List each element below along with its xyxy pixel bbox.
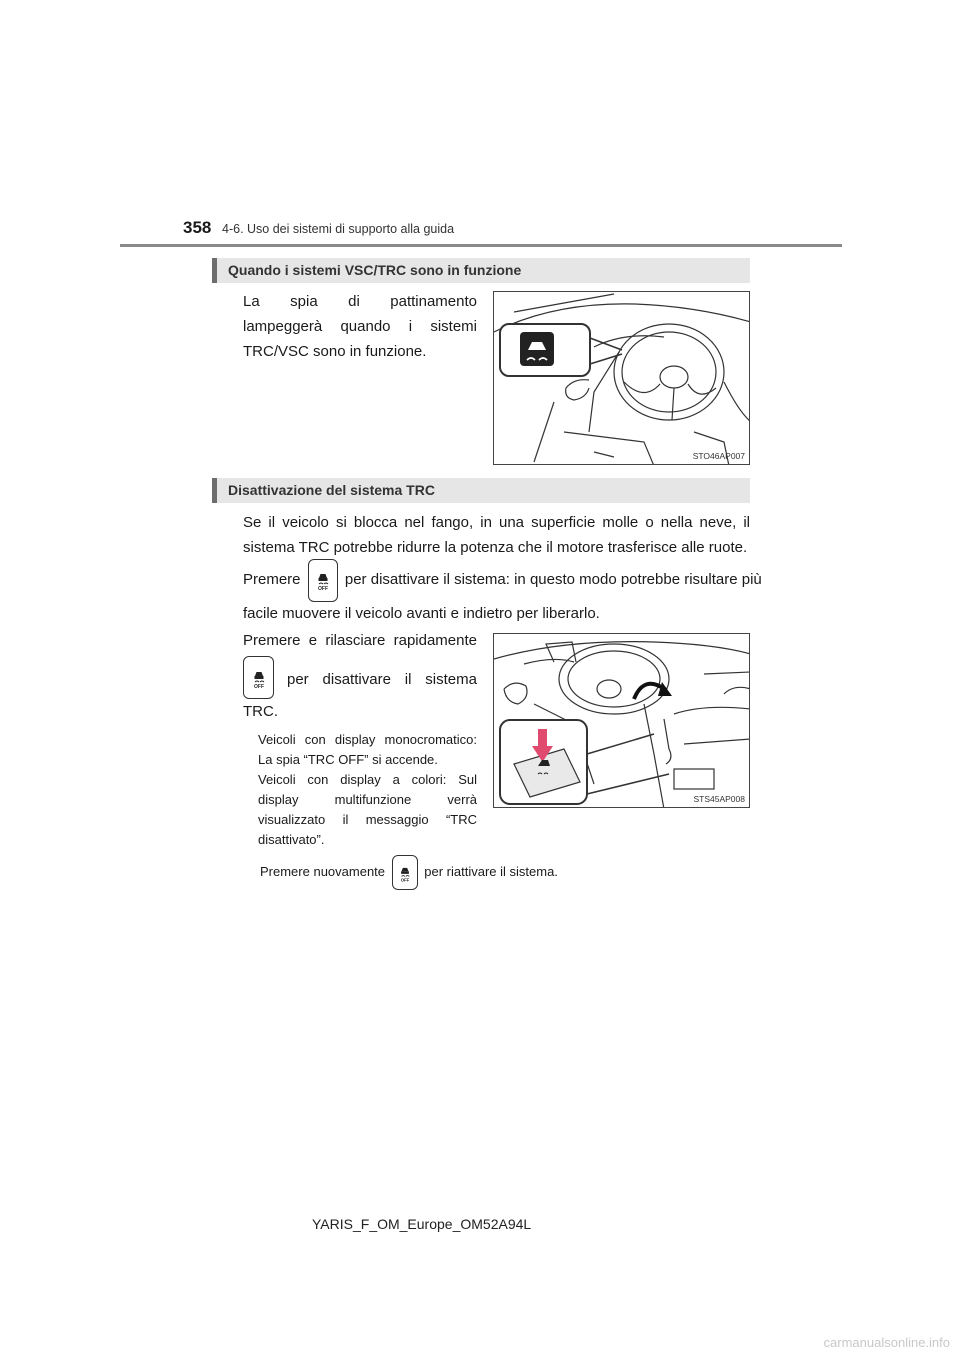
section-heading-trc-off [212,478,750,503]
section-heading-vsc-trc [212,258,750,283]
dashboard-drawing [494,292,750,465]
svg-text:OFF: OFF [253,683,264,689]
header-divider [120,244,842,247]
trc-off-button-icon-small [392,855,418,890]
note-mono-display: Veicoli con display monocromatico: La spia “TRC OFF” si accende. [258,732,477,767]
premere-end: facile muovere il veicolo avanti e indietro per liberarlo. [243,605,600,622]
premere-line [243,558,762,602]
figure-code-2: STS45AP008 [693,794,745,804]
note-color-display: Veicoli con display a colori: Sul display multifunzione verrà visualizzato il messaggio “TRC disattivato”. [258,772,477,847]
step-line-3: TRC. [243,703,278,720]
reactivate-post: per riattivare il sistema. [424,864,558,879]
section-breadcrumb: 4-6. Uso dei sistemi di supporto alla guida [222,222,455,236]
svg-text:OFF: OFF [400,877,409,883]
figure-code-1: STO46AP007 [692,451,745,461]
page-number: 358 [183,218,212,237]
dashboard-illustration [493,291,750,465]
premere-word: Premere [243,571,301,588]
premere-rest: per disattivare il sistema: in questo modo potrebbe risultare più [344,571,762,588]
step-line-1: Premere e rilasciare rapidamente [243,632,477,649]
reactivate-pre: Premere nuovamente [260,864,386,879]
console-drawing [494,634,750,808]
trc-off-button-icon-step [243,656,274,699]
step-line-2: per disattivare il sistema [287,671,477,688]
document-code: YARIS_F_OM_Europe_OM52A94L [312,1216,532,1232]
skid-light-description: La spia di pattinamento lampeggerà quando i sistemi TRC/VSC sono in funzione. [243,293,477,360]
reactivate-line [260,854,740,890]
section-heading-text: Disattivazione del sistema TRC [228,482,435,498]
trc-intro-paragraph: Se il veicolo si blocca nel fango, in una superficie molle o nella neve, il sistema TRC potrebbe ridurre la potenza che il motore trasferisce alle ruote. [243,514,750,556]
console-illustration [493,633,750,808]
svg-text:OFF: OFF [317,586,328,592]
watermark: carmanualsonline.info [823,1335,950,1350]
section-heading-text: Quando i sistemi VSC/TRC sono in funzione [228,262,522,278]
trc-off-button-icon [308,559,338,602]
